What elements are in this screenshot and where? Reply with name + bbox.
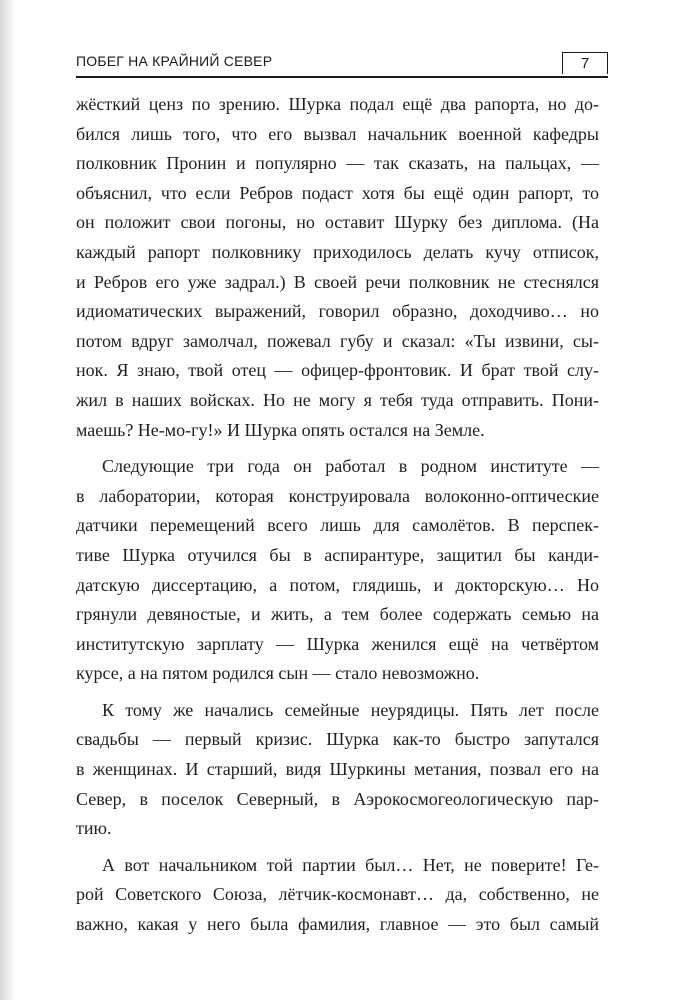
text-line: каждый рапорт полковнику приходилось делать кучу отписок,: [76, 241, 599, 262]
text-line: жёсткий ценз по зрению. Шурка подал ещё два рапорта, но до-: [76, 94, 599, 114]
running-title: ПОБЕГ НА КРАЙНИЙ СЕВЕР: [76, 53, 273, 69]
text-line: Север, в поселок Северный, в Аэрокосмогеологическую пар-: [76, 788, 599, 809]
text-line: объяснил, что если Ребров подаст хотя бы ещё один рапорт, то: [76, 182, 599, 203]
text-line: полковник Пронин и популярно — так сказать, на пальцах, —: [76, 153, 599, 174]
text-line: важно, какая у него была фамилия, главное — это был самый: [76, 914, 599, 935]
page-number: 7: [562, 52, 608, 74]
text-line: в женщинах. И старший, видя Шуркины метания, позвал его на: [76, 759, 599, 780]
text-line: и Ребров его уже задрал.) В своей речи полковник не стеснялся: [76, 271, 599, 292]
text-line: датскую диссертацию, а потом, глядишь, и докторскую… Но: [76, 574, 599, 595]
text-line: К тому же начались семейные неурядицы. Пять лет после: [102, 699, 599, 720]
running-header: [76, 48, 608, 78]
text-line: свадьбы — первый кризис. Шурка как-то быстро запутался: [76, 729, 599, 750]
page-gutter-shadow: [0, 0, 16, 1000]
text-line: А вот начальником той партии был… Нет, не поверите! Ге-: [102, 854, 599, 875]
text-line: грянули девяностые, и жить, а тем более содержать семью на: [76, 604, 599, 625]
text-line: он положит свои погоны, но оставит Шурку без диплома. (На: [76, 212, 599, 233]
text-line: идиоматических выражений, говорил образно, доходчиво… но: [76, 301, 599, 322]
paragraph-3: [76, 696, 599, 844]
text-line: институтскую зарплату — Шурка женился ещё на четвёртом: [76, 633, 599, 654]
text-line: в лаборатории, которая конструировала волоконно-оптические: [76, 485, 599, 506]
paragraph-2: [76, 452, 599, 689]
text-line: жил в наших войсках. Но не могу я тебя туда отправить. Пони-: [76, 389, 599, 410]
body-text: [76, 90, 599, 940]
text-line: нок. Я знаю, твой отец — офицер-фронтовик. И брат твой слу-: [76, 360, 599, 381]
text-line: датчики перемещений всего лишь для самолётов. В перспек-: [76, 515, 599, 536]
text-line: Следующие три года он работал в родном институте —: [102, 456, 599, 477]
paragraph-1: [76, 90, 599, 445]
text-line: тию.: [76, 818, 112, 839]
paragraph-4: [76, 851, 599, 940]
text-line: маешь? Не-мо-гу!» И Шурка опять остался на Земле.: [76, 419, 485, 440]
text-line: бился лишь того, что его вызвал начальник военной кафедры: [76, 123, 599, 144]
text-line: курсе, а на пятом родился сын — стало невозможно.: [76, 663, 480, 684]
text-line: потом вдруг замолчал, пожевал губу и сказал: «Ты извини, сы-: [76, 330, 599, 351]
text-line: тиве Шурка отучился бы в аспирантуре, защитил бы канди-: [76, 544, 599, 565]
text-line: рой Советского Союза, лётчик-космонавт… да, собственно, не: [76, 884, 599, 905]
